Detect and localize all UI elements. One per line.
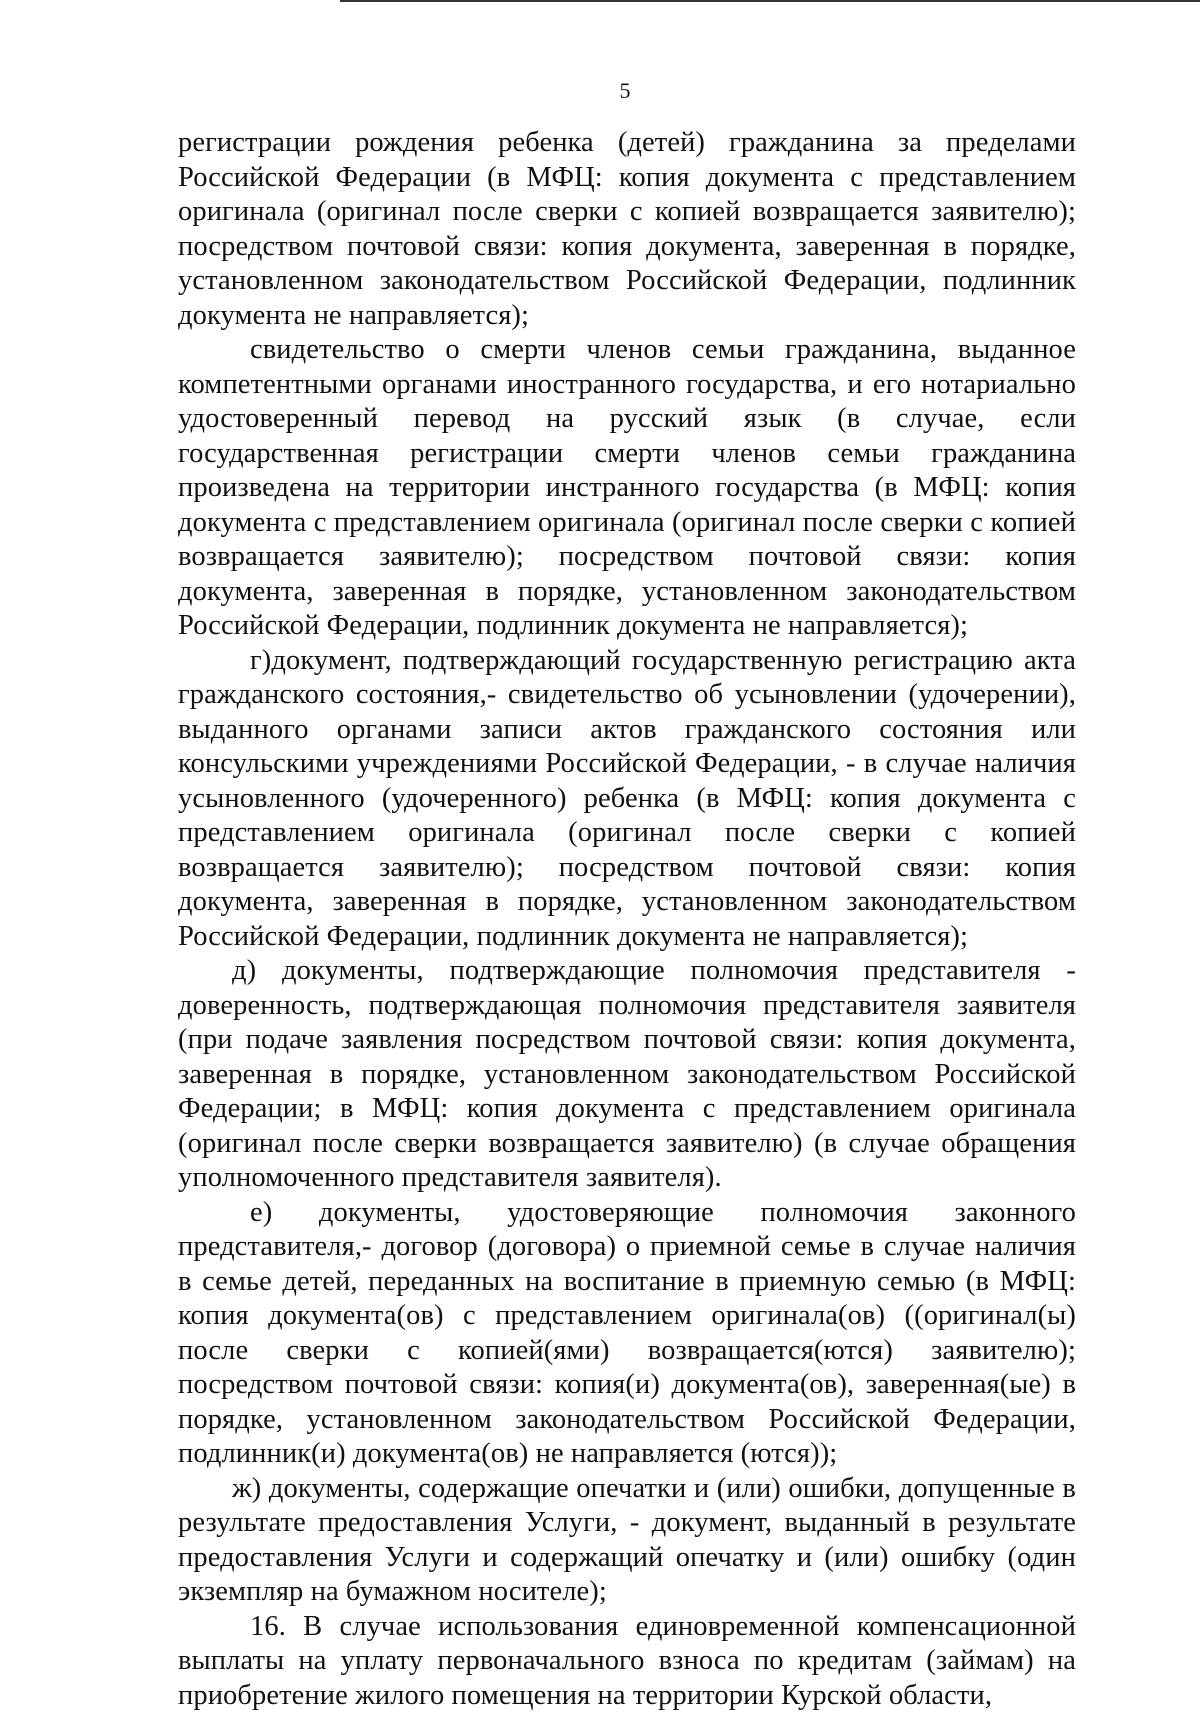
document-body <box>178 126 1076 1713</box>
paragraph-legal-representative: е) документы, удостоверяющие полномочия законного представителя,- договор (договора) о приемной семье в случае наличия в семье детей, переданных на воспитание в приемную семью (в МФЦ: копия документа(ов) с представлением оригинала(ов) ((оригинал(ы) после сверки с копией(ями) возвращается(ются) заявителю); посредством почтовой связи: копия(и) документа(ов), заверенная(ые) в порядке, установленном законодательством Российской Федерации, подлинник(и) документа(ов) не направляется (ются)); <box>178 1196 1076 1472</box>
paragraph-item-16: 16. В случае использования единовременной компенсационной выплаты на уплату первоначального взноса по кредитам (займам) на приобретение жилого помещения на территории Курской области, <box>178 1610 1076 1713</box>
paragraph-death-certificate: свидетельство о смерти членов семьи гражданина, выданное компетентными органами иностранного государства, и его нотариально удостоверенный перевод на русский язык (в случае, если государственная регистрации смерти членов семьи гражданина произведена на территории инстранного государства (в МФЦ: копия документа с представлением оригинала (оригинал после сверки с копией возвращается заявителю); посредством почтовой связи: копия документа, заверенная в порядке, установленном законодательством Российской Федерации, подлинник документа не направляется); <box>178 333 1076 644</box>
paragraph-typo-documents: ж) документы, содержащие опечатки и (или) ошибки, допущенные в результате предоставления Услуги, - документ, выданный в результате предоставления Услуги и содержащий опечатку и (или) ошибку (один экземпляр на бумажном носителе); <box>178 1472 1076 1610</box>
paragraph-representative-authority: д) документы, подтверждающие полномочия представителя - доверенность, подтверждающая полномочия представителя заявителя (при подаче заявления посредством почтовой связи: копия документа, заверенная в порядке, установленном законодательством Российской Федерации; в МФЦ: копия документа с представлением оригинала (оригинал после сверки возвращается заявителю) (в случае обращения уполномоченного представителя заявителя). <box>178 954 1076 1196</box>
paragraph-adoption-certificate: г)документ, подтверждающий государственную регистрацию акта гражданского состояния,- свидетельство об усыновлении (удочерении), выданного органами записи актов гражданского состояния или консульскими учреждениями Российской Федерации, - в случае наличия усыновленного (удочеренного) ребенка (в МФЦ: копия документа с представлением оригинала (оригинал после сверки с копией возвращается заявителю); посредством почтовой связи: копия документа, заверенная в порядке, установленном законодательством Российской Федерации, подлинник документа не направляется); <box>178 644 1076 955</box>
paragraph-birth-registration: регистрации рождения ребенка (детей) гражданина за пределами Российской Федерации (в МФЦ: копия документа с представлением оригинала (оригинал после сверки с копией возвращается заявителю); посредством почтовой связи: копия документа, заверенная в порядке, установленном законодательством Российской Федерации, подлинник документа не направляется); <box>178 126 1076 333</box>
scan-edge-line <box>340 0 1200 2</box>
page-number: 5 <box>0 78 1200 104</box>
